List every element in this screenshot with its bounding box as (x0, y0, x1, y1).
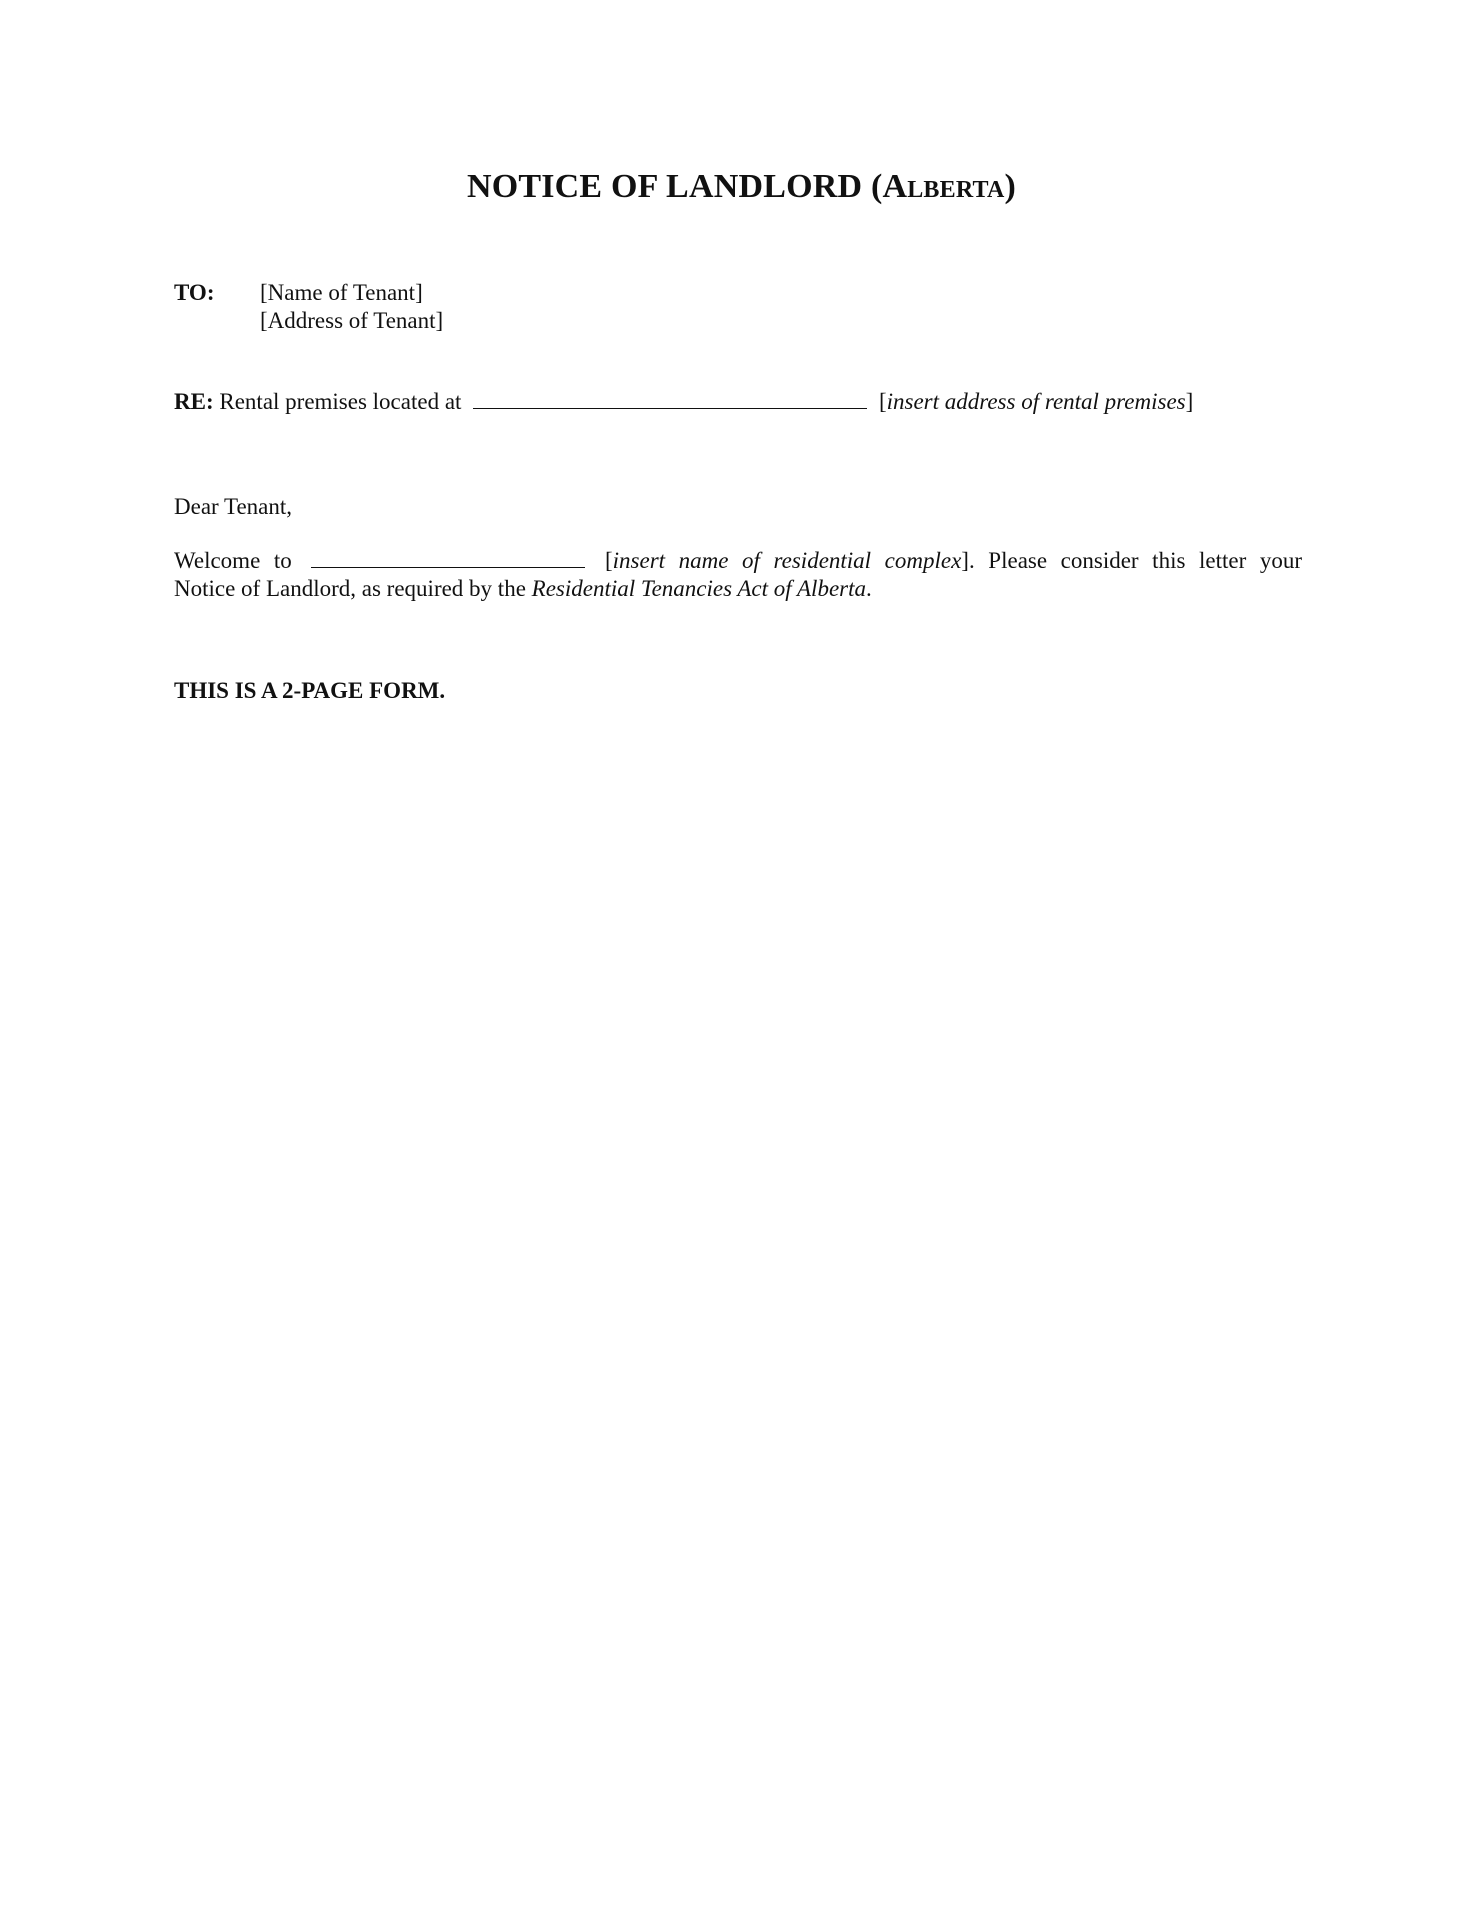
body-paragraph (174, 547, 1302, 603)
end-punct: . (866, 576, 872, 601)
paragraph-line-1 (174, 547, 1302, 575)
re-line (174, 388, 1193, 416)
title-region-close: ) (1004, 168, 1017, 205)
tenant-address: [Address of Tenant] (260, 308, 444, 333)
document-title (0, 168, 1483, 206)
salutation: Dear Tenant, (174, 494, 293, 519)
re-placeholder: insert address of rental premises (886, 389, 1186, 414)
act-name: Residential Tenancies Act of Alberta (531, 576, 866, 601)
paragraph-line-2 (174, 575, 1302, 603)
line2-text: Notice of Landlord, as required by the (174, 576, 526, 601)
after-placeholder-text: ]. Please consider this letter your (961, 548, 1303, 573)
re-label: RE: (174, 389, 214, 414)
paragraph-placeholder-open: [ (604, 548, 613, 573)
complex-name-blank[interactable] (311, 547, 585, 568)
re-placeholder-open: [ (878, 389, 887, 414)
re-text: Rental premises located at (219, 389, 462, 414)
paragraph-placeholder: insert name of residential complex (612, 548, 962, 573)
welcome-text: Welcome to (174, 548, 292, 573)
recipient-lines (260, 279, 443, 335)
re-placeholder-close: ] (1185, 389, 1194, 414)
tenant-name: [Name of Tenant] (260, 280, 423, 305)
to-label: TO: (174, 280, 215, 305)
title-region: Alberta (882, 168, 1005, 205)
title-region-open: ( (870, 168, 883, 205)
title-main: NOTICE OF LANDLORD (466, 168, 863, 205)
rental-address-blank[interactable] (473, 388, 867, 409)
form-note: THIS IS A 2-PAGE FORM. (174, 678, 446, 703)
